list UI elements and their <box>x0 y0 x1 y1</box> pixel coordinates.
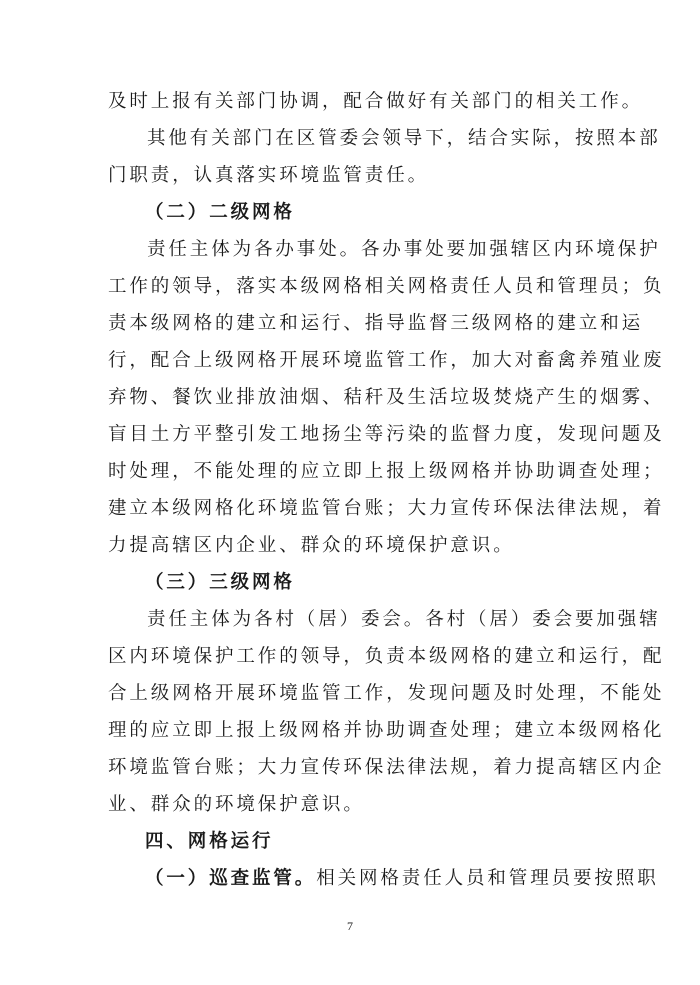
body-text-line: 工作的领导，落实本级网格相关网格责任人员和管理员；负 <box>108 276 665 297</box>
section-heading: （三）三级网格 <box>145 572 295 593</box>
body-text-line: 责本级网格的建立和运行、指导监督三级网格的建立和运 <box>108 313 644 334</box>
body-text-line: 建立本级网格化环境监管台账；大力宣传环保法律法规，着 <box>108 498 665 519</box>
body-text-line <box>145 861 700 897</box>
body-text-line: 合上级网格开展环境监管工作，发现问题及时处理，不能处 <box>108 683 665 704</box>
body-text-line: 及时上报有关部门协调，配合做好有关部门的相关工作。 <box>108 91 644 112</box>
body-text-line: 行，配合上级网格开展环境监管工作，加大对畜禽养殖业废 <box>108 350 665 371</box>
page-number: 7 <box>347 919 353 933</box>
body-text-line: 理的应立即上报上级网格并协助调查处理；建立本级网格化 <box>108 720 665 741</box>
body-text-line: 力提高辖区内企业、群众的环境保护意识。 <box>108 535 515 556</box>
inline-heading: （一）巡查监管。 <box>145 868 317 889</box>
body-text-line: 责任主体为各办事处。各办事处要加强辖区内环境保护 <box>147 239 661 260</box>
chapter-heading: 四、网格运行 <box>145 831 274 852</box>
body-text-line: 其他有关部门在区管委会领导下，结合实际，按照本部 <box>147 128 661 149</box>
body-text-line: 区内环境保护工作的领导，负责本级网格的建立和运行，配 <box>108 646 665 667</box>
section-heading: （二）二级网格 <box>145 202 295 223</box>
body-text-line: 门职责，认真落实环境监管责任。 <box>108 165 430 186</box>
body-text-line: 责任主体为各村（居）委会。各村（居）委会要加强辖 <box>147 609 661 630</box>
body-text-line: 时处理，不能处理的应立即上报上级网格并协助调查处理； <box>108 461 665 482</box>
body-text-line: 弃物、餐饮业排放油烟、秸秆及生活垃圾焚烧产生的烟雾、 <box>108 387 665 408</box>
inline-text: 相关网格责任人员和管理员要按照职 <box>316 868 659 889</box>
body-text-line: 业、群众的环境保护意识。 <box>108 794 365 815</box>
body-text-line: 盲目土方平整引发工地扬尘等污染的监督力度，发现问题及 <box>108 424 665 445</box>
body-text-line: 环境监管台账；大力宣传环保法律法规，着力提高辖区内企 <box>108 757 665 778</box>
